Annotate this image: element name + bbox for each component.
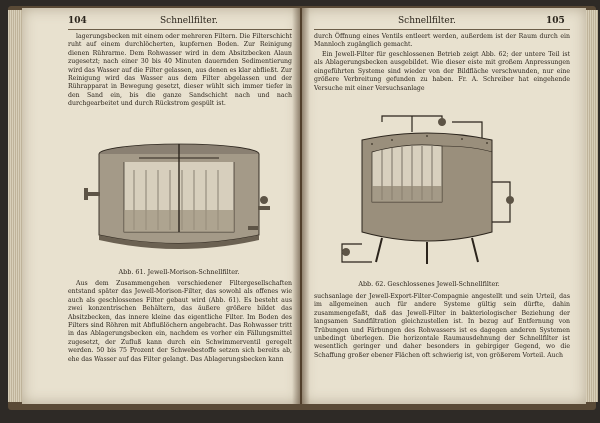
left-running-head: Schnellfilter. xyxy=(160,16,218,26)
left-top-text xyxy=(68,33,292,135)
right-bottom-text xyxy=(314,293,570,385)
right-page-number: 105 xyxy=(546,16,565,26)
left-page-number: 104 xyxy=(68,16,87,26)
figure-62-closed-jewell-filter xyxy=(332,112,522,276)
right-top-text-2 xyxy=(314,51,570,109)
left-top-paragraph: lagerungsbecken mit einem oder mehreren Filtern. Die Filterschicht ruht auf einem durchlöcherten, kupfernen Boden. Zur Reinigung dienen Rührarme. Dem Rohwasser wird in dem Absitzbecken Alaun zugesetzt; nach einer 30 bis 40 Minuten dauernden Sedimentierung wird das Wasser auf die Filter gelassen, aus denen es klar abfließt. Zur Reinigung wird das Wasser aus dem Filter abgelassen und der Rührapparat in Bewegung gesetzt, dieser wühlt sich immer tiefer in den Sand ein, bis die ganze Sandschicht nach und nach durchgearbeitet und durch Rückstrom gespült ist. xyxy=(68,33,292,108)
right-top-text-1 xyxy=(314,33,570,50)
figure-61-jewell-morison-filter xyxy=(84,140,274,260)
left-bottom-text xyxy=(68,280,292,380)
book-gutter xyxy=(292,8,310,404)
right-page-edges xyxy=(586,10,598,402)
right-bottom-paragraph: suchsanlage der Jewell-Export-Filter-Compagnie angestellt und sein Urteil, das im allgemeinen auch für andere Systeme gültig sein dürfte, dahin zusammengefaßt, daß das Jewell-Filter in bakteriologischer Beziehung der langsamen Sandfiltration gleichzustellen ist. In bezug auf Entfernung von Trübungen und Färbungen des Rohwassers ist es dagegen anderen Systemen unbedingt überlegen. Die horizontale Raumausdehnung der Schnellfilter ist wesentlich geringer und daher besonders in gebirgiger Gegend, wo die Schaffung großer ebener Flächen oft schwierig ist, von größerem Vorteil. Auch xyxy=(314,293,570,359)
figure-61-caption: Abb. 61. Jewell-Morison-Schnellfilter. xyxy=(118,268,240,276)
right-header-rule xyxy=(314,29,570,30)
right-top-paragraph-2: Ein Jewell-Filter für geschlossenen Betrieb zeigt Abb. 62; der untere Teil ist als Ablagerungsbecken ausgebildet. Wie dieser eiste mit großem Anpressungen eingeführten Systeme sind wieder von der Bildfläche verschwunden, nur eine größere Verbreitung gefunden zu haben. Fr. A. Schreiber hat eingehende Versuche mit einer Versuchsanlage xyxy=(314,51,570,92)
right-top-paragraph-1: durch Öffnung eines Ventils entleert werden, außerdem ist der Raum durch ein Mannloch zugänglich gemacht. xyxy=(314,33,570,49)
figure-62-caption: Abb. 62. Geschlossenes Jewell-Schnellfilter. xyxy=(358,280,500,288)
left-bottom-paragraph: Aus dem Zusammengehen verschiedener Filtergesellschaften entstand später das Jewell-Morison-Filter, das sowohl als offenes wie auch als geschlossenes Filter gebaut wird (Abb. 61). Es besteht aus zwei konzentrischen Behältern, das äußere größere bildet das Absitzbecken, das innere kleine das eigentliche Filter. Im Boden des Filters sind Röhren mit Abflußlöchern angebracht. Das Rohwasser tritt in das Ablagerungsbecken ein, nachdem es vorher ein Fällungsmittel zugesetzt, der Zufluß kann durch ein Schwimmerventil geregelt werden. 50 bis 75 Prozent der Schwebestoffe setzen sich bereits ab, ehe das Wasser auf das Filter gelangt. Das Ablagerungsbecken kann xyxy=(68,280,292,363)
left-header-rule xyxy=(68,29,292,30)
right-running-head: Schnellfilter. xyxy=(398,16,456,26)
left-page-edges xyxy=(8,10,22,402)
